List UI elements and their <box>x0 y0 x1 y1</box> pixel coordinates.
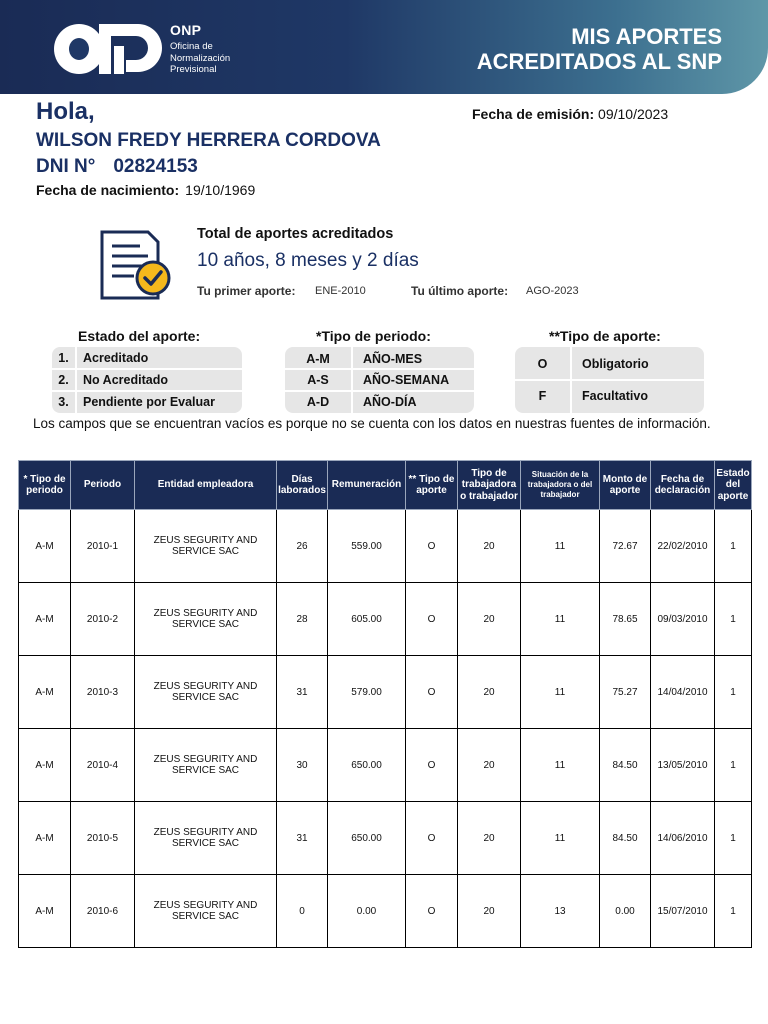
table-cell: A-M <box>19 875 71 948</box>
logo-brand: ONP <box>170 22 202 38</box>
column-header: Monto de aporte <box>600 461 651 510</box>
legend-label: AÑO-SEMANA <box>363 372 450 387</box>
table-cell: 11 <box>521 656 600 729</box>
legend-estado-title: Estado del aporte: <box>78 328 201 344</box>
table-cell: 0.00 <box>600 875 651 948</box>
table-cell: 1 <box>715 656 752 729</box>
table-cell: 20 <box>458 510 521 583</box>
legend-label: AÑO-DÍA <box>363 394 417 409</box>
logo-subtitle-line: Normalización <box>170 52 231 64</box>
emission-date <box>472 106 668 122</box>
table-cell: 2010-5 <box>71 802 135 875</box>
table-cell: 2010-3 <box>71 656 135 729</box>
table-cell: 1 <box>715 729 752 802</box>
table-cell: 15/07/2010 <box>651 875 715 948</box>
empty-fields-note: Los campos que se encuentran vacíos es porque no se cuenta con los datos en nuestras fuentes de información. <box>33 416 711 431</box>
legend-item <box>52 347 148 368</box>
table-cell: ZEUS SEGURITY AND SERVICE SAC <box>135 729 277 802</box>
table-cell: 650.00 <box>328 802 406 875</box>
legend-periodo-title: *Tipo de periodo: <box>316 328 431 344</box>
table-header-row <box>19 461 752 510</box>
legend-code: 1. <box>58 350 69 365</box>
table-cell: 0.00 <box>328 875 406 948</box>
table-cell: ZEUS SEGURITY AND SERVICE SAC <box>135 875 277 948</box>
table-cell: A-M <box>19 802 71 875</box>
table-cell: 2010-6 <box>71 875 135 948</box>
legend-item <box>52 369 168 390</box>
table-cell: 28 <box>277 583 328 656</box>
table-cell: ZEUS SEGURITY AND SERVICE SAC <box>135 656 277 729</box>
logo-text <box>170 22 230 76</box>
column-header: Entidad empleadora <box>135 461 277 510</box>
logo-subtitle-line: Oficina de <box>170 41 213 52</box>
table-cell: 20 <box>458 583 521 656</box>
table-cell: A-M <box>19 583 71 656</box>
table-cell: 11 <box>521 802 600 875</box>
page-title <box>477 24 722 74</box>
legend-periodo <box>285 347 474 413</box>
table-cell: 14/04/2010 <box>651 656 715 729</box>
table-cell: A-M <box>19 656 71 729</box>
legend-code: 2. <box>58 372 69 387</box>
birth-date <box>36 182 255 198</box>
column-header: Estado del aporte <box>715 461 752 510</box>
legend-label: Acreditado <box>83 350 149 365</box>
total-label: Total de aportes acreditados <box>197 226 394 242</box>
table-cell: A-M <box>19 510 71 583</box>
column-header: Tipo de trabajadora o trabajador <box>458 461 521 510</box>
table-cell: O <box>406 656 458 729</box>
greeting: Hola, <box>36 98 95 125</box>
legend-code: A-D <box>306 394 330 409</box>
table-cell: 09/03/2010 <box>651 583 715 656</box>
table-cell: 579.00 <box>328 656 406 729</box>
emission-date-value: 09/10/2023 <box>598 106 669 122</box>
table-cell: 20 <box>458 656 521 729</box>
table-cell: ZEUS SEGURITY AND SERVICE SAC <box>135 802 277 875</box>
table-cell: 11 <box>521 510 600 583</box>
table-cell: 2010-4 <box>71 729 135 802</box>
table-cell: 78.65 <box>600 583 651 656</box>
table-cell: 1 <box>715 875 752 948</box>
table-cell: 72.67 <box>600 510 651 583</box>
table-row <box>19 656 752 729</box>
table-cell: A-M <box>19 729 71 802</box>
header-banner <box>0 0 768 94</box>
logo-subtitle <box>170 41 230 76</box>
birth-date-value: 19/10/1969 <box>185 182 256 198</box>
column-header: Remuneración <box>328 461 406 510</box>
table-cell: 20 <box>458 729 521 802</box>
legend-label: Facultativo <box>582 388 648 403</box>
column-header: ** Tipo de aporte <box>406 461 458 510</box>
logo-subtitle-line: Previsional <box>170 64 217 75</box>
column-header: Fecha de declaración <box>651 461 715 510</box>
table-cell: 30 <box>277 729 328 802</box>
table-cell: O <box>406 583 458 656</box>
table-row <box>19 875 752 948</box>
table-row <box>19 729 752 802</box>
contributions-table <box>18 460 752 948</box>
person-dni <box>36 156 198 178</box>
document-check-icon <box>100 228 178 302</box>
column-header: Periodo <box>71 461 135 510</box>
legend-item <box>515 353 649 374</box>
table-cell: 1 <box>715 510 752 583</box>
table-cell: 14/06/2010 <box>651 802 715 875</box>
table-cell: 13 <box>521 875 600 948</box>
legend-item <box>515 385 648 406</box>
table-cell: 2010-2 <box>71 583 135 656</box>
table-cell: O <box>406 729 458 802</box>
column-header: * Tipo de periodo <box>19 461 71 510</box>
table-cell: 11 <box>521 729 600 802</box>
table-cell: ZEUS SEGURITY AND SERVICE SAC <box>135 583 277 656</box>
legend-item <box>285 391 416 412</box>
column-header: Días laborados <box>277 461 328 510</box>
table-cell: 11 <box>521 583 600 656</box>
table-row <box>19 510 752 583</box>
table-cell: 13/05/2010 <box>651 729 715 802</box>
table-row <box>19 802 752 875</box>
legend-label: AÑO-MES <box>363 351 423 366</box>
legend-aporte-title: **Tipo de aporte: <box>549 328 661 344</box>
legend-code: A-S <box>307 372 329 387</box>
total-value: 10 años, 8 meses y 2 días <box>197 250 419 271</box>
table-cell: 84.50 <box>600 802 651 875</box>
table-cell: O <box>406 802 458 875</box>
dni-value: 02824153 <box>113 156 198 177</box>
first-contribution-value: ENE-2010 <box>315 285 366 297</box>
last-contribution-value: AGO-2023 <box>526 285 579 297</box>
table-row <box>19 583 752 656</box>
legend-code: 3. <box>58 394 69 409</box>
legend-label: Obligatorio <box>582 356 649 371</box>
birth-date-label: Fecha de nacimiento: <box>36 182 180 198</box>
table-cell: 75.27 <box>600 656 651 729</box>
table-cell: 22/02/2010 <box>651 510 715 583</box>
onp-logo-icon <box>52 22 162 76</box>
table-cell: ZEUS SEGURITY AND SERVICE SAC <box>135 510 277 583</box>
table-cell: 0 <box>277 875 328 948</box>
last-contribution-label: Tu último aporte: <box>411 284 509 298</box>
table-cell: O <box>406 875 458 948</box>
table-cell: 1 <box>715 802 752 875</box>
page-title-line: MIS APORTES <box>571 24 722 49</box>
table-cell: 31 <box>277 656 328 729</box>
table-cell: 26 <box>277 510 328 583</box>
table-cell: 2010-1 <box>71 510 135 583</box>
legend-item <box>285 348 422 369</box>
emission-date-label: Fecha de emisión: <box>472 106 595 122</box>
legend-code: F <box>538 388 547 403</box>
table-cell: 31 <box>277 802 328 875</box>
legend-item <box>52 391 215 412</box>
legend-label: No Acreditado <box>83 372 168 387</box>
column-header: Situación de la trabajadora o del trabajador <box>521 461 600 510</box>
legend-estado <box>52 347 242 413</box>
legend-code: A-M <box>306 351 330 366</box>
table-cell: 559.00 <box>328 510 406 583</box>
table-cell: 84.50 <box>600 729 651 802</box>
legend-divider <box>515 379 704 381</box>
table-cell: 605.00 <box>328 583 406 656</box>
table-cell: 20 <box>458 875 521 948</box>
legend-code: O <box>537 356 548 371</box>
table-cell: 650.00 <box>328 729 406 802</box>
legend-aporte <box>515 347 704 413</box>
dni-label: DNI N° <box>36 156 96 177</box>
person-name: WILSON FREDY HERRERA CORDOVA <box>36 130 381 151</box>
first-contribution-label: Tu primer aporte: <box>197 284 296 298</box>
table-cell: O <box>406 510 458 583</box>
table-cell: 20 <box>458 802 521 875</box>
legend-item <box>285 369 449 390</box>
page-title-line: ACREDITADOS AL SNP <box>476 49 722 74</box>
legend-label: Pendiente por Evaluar <box>83 394 215 409</box>
table-cell: 1 <box>715 583 752 656</box>
